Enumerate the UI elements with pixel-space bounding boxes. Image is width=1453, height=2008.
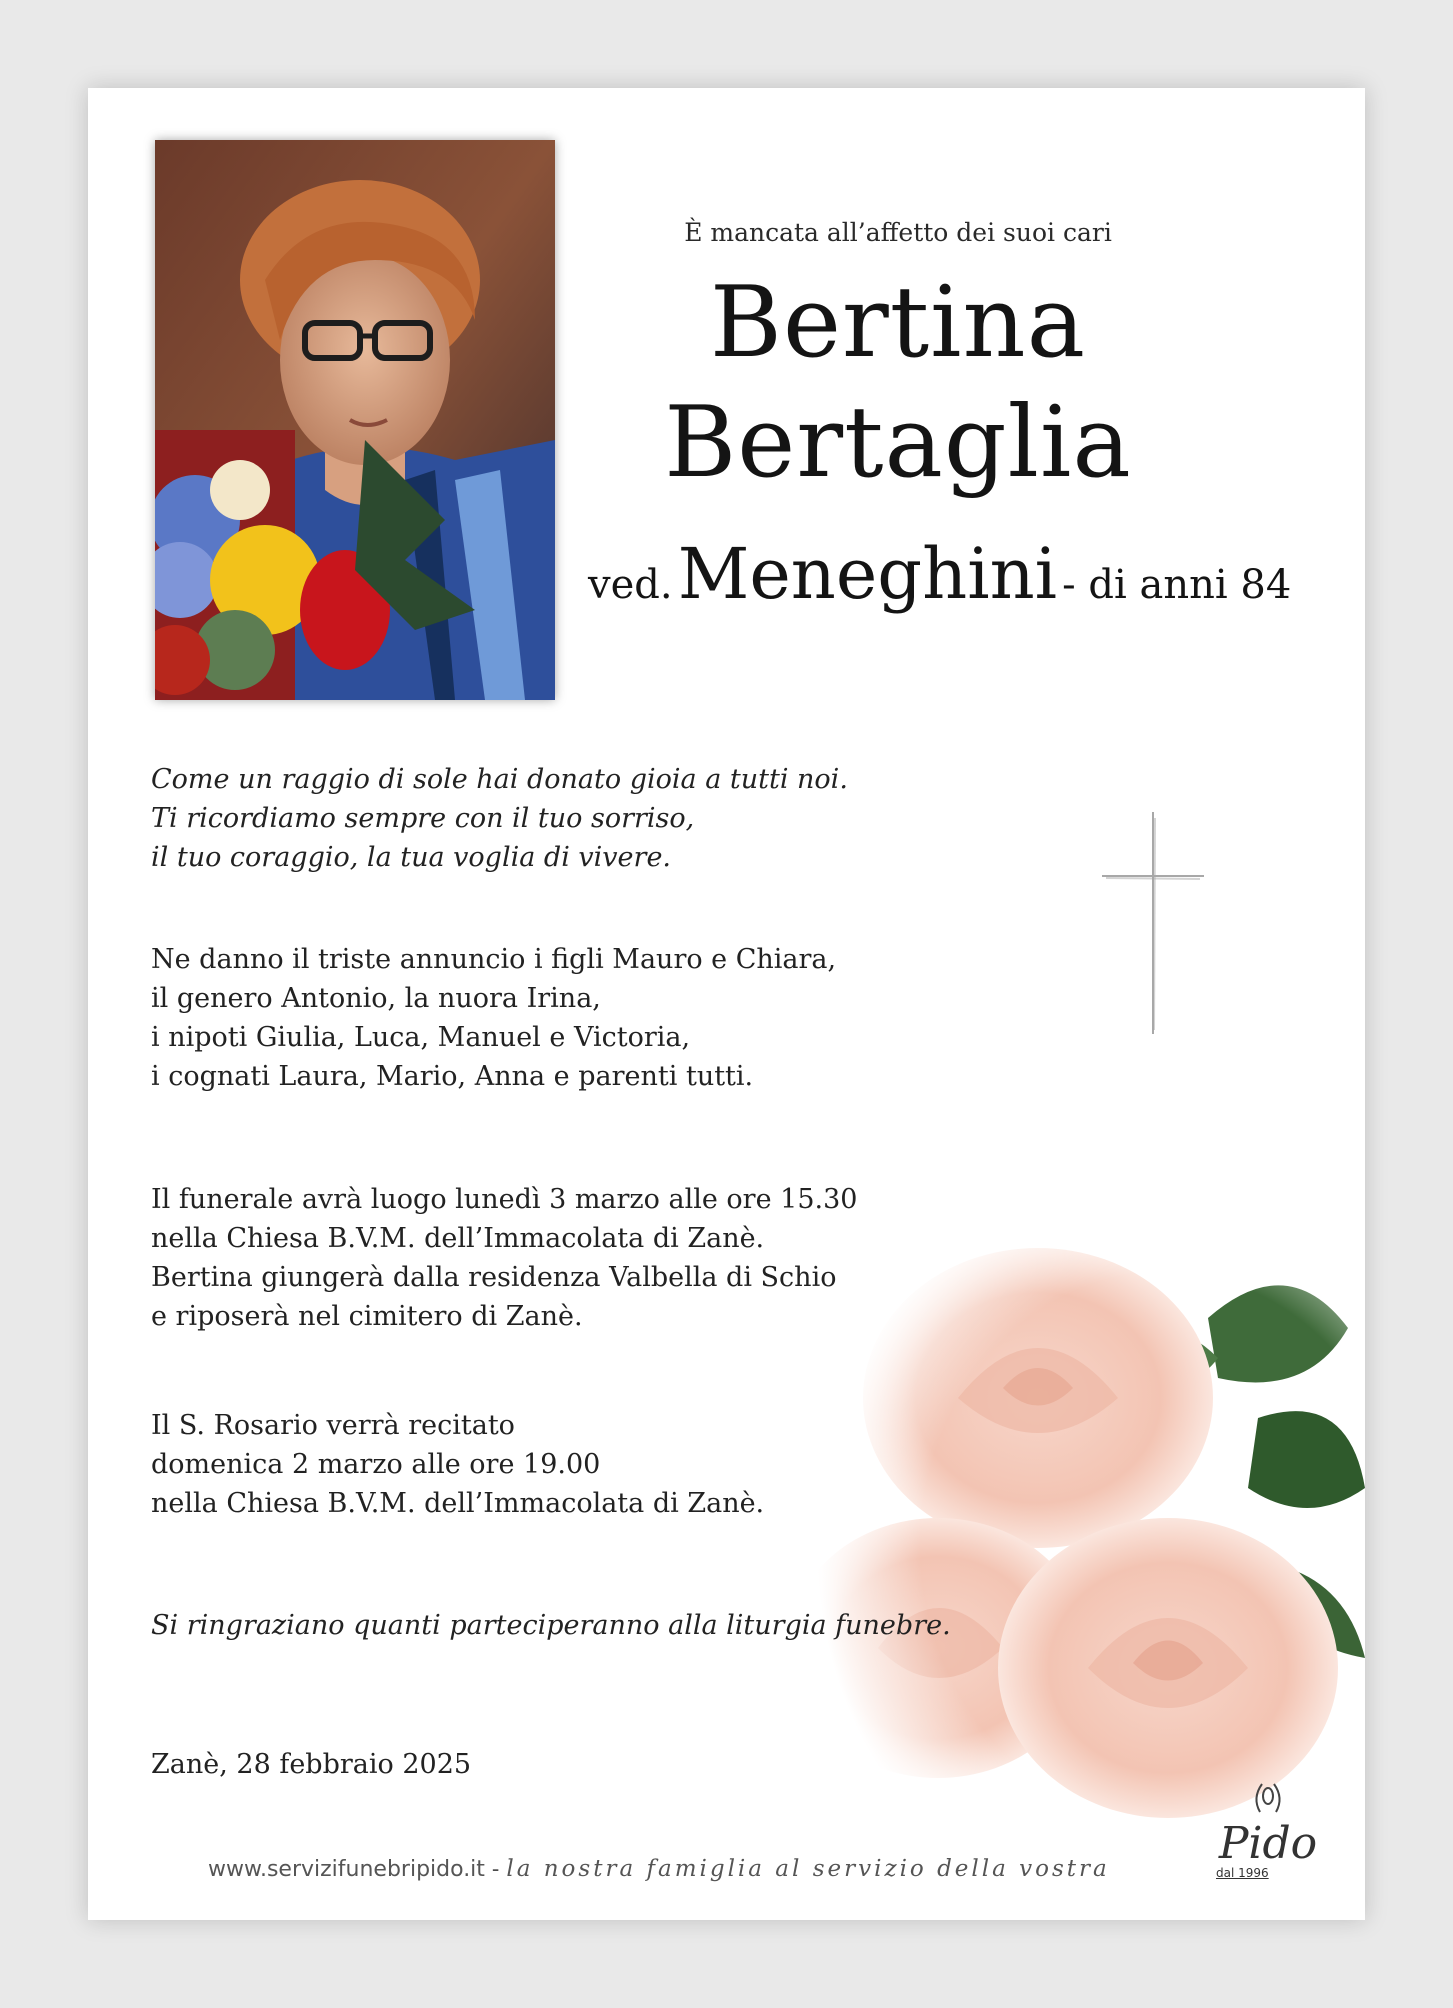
poem-line: Come un raggio di sole hai donato gioia a tutti noi. xyxy=(151,764,848,795)
rosary-line: nella Chiesa B.V.M. dell’Immacolata di Zanè. xyxy=(151,1488,765,1519)
announcement-line: Ne danno il triste annuncio i figli Mauro e Chiara, xyxy=(151,944,837,975)
funeral-line: nella Chiesa B.V.M. dell’Immacolata di Zanè. xyxy=(151,1223,765,1254)
married-name: Meneghini xyxy=(677,533,1058,615)
portrait-image xyxy=(155,140,555,700)
poem-line: il tuo coraggio, la tua voglia di vivere. xyxy=(151,842,672,873)
funeral-line: Il funerale avrà luogo lunedì 3 marzo alle ore 15.30 xyxy=(151,1184,858,1215)
obituary-sheet xyxy=(88,88,1365,1920)
rosary-line: Il S. Rosario verrà recitato xyxy=(151,1410,515,1441)
announcement-line: i cognati Laura, Mario, Anna e parenti tutti. xyxy=(151,1061,754,1092)
intro-text: È mancata all’affetto dei suoi cari xyxy=(684,218,1112,247)
funeral-line: e riposerà nel cimitero di Zanè. xyxy=(151,1301,583,1332)
deceased-name xyxy=(608,263,1188,503)
married-name-line xyxy=(588,533,1292,615)
age-text: - di anni 84 xyxy=(1062,562,1292,608)
last-name: Bertaglia xyxy=(664,386,1132,500)
rosary-details xyxy=(151,1406,971,1523)
place-date: Zanè, 28 febbraio 2025 xyxy=(151,1749,472,1780)
thanks-text: Si ringraziano quanti parteciperanno alla liturgia funebre. xyxy=(151,1610,951,1641)
footer-motto: la nostra famiglia al servizio della vostra xyxy=(506,1856,1110,1882)
deceased-portrait xyxy=(155,140,555,700)
logo-since: dal 1996 xyxy=(1216,1866,1269,1880)
announcement-line: il genero Antonio, la nuora Irina, xyxy=(151,983,601,1014)
website-link[interactable]: www.servizifunebripido.it xyxy=(208,1857,485,1882)
wreath-icon xyxy=(1248,1778,1288,1818)
funeral-line: Bertina giungerà dalla residenza Valbella di Schio xyxy=(151,1262,837,1293)
footer xyxy=(208,1856,1208,1882)
logo-brand: Pido xyxy=(1218,1818,1318,1869)
funeral-details xyxy=(151,1180,971,1336)
poem-line: Ti ricordiamo sempre con il tuo sorriso, xyxy=(151,803,695,834)
widow-prefix: ved. xyxy=(588,562,673,608)
footer-separator: - xyxy=(484,1857,507,1882)
memorial-poem xyxy=(151,760,971,877)
rosary-line: domenica 2 marzo alle ore 19.00 xyxy=(151,1449,601,1480)
company-logo xyxy=(1208,1778,1328,1880)
announcement xyxy=(151,940,971,1096)
first-name: Bertina xyxy=(709,266,1087,380)
cross-icon xyxy=(1098,808,1208,1038)
announcement-line: i nipoti Giulia, Luca, Manuel e Victoria, xyxy=(151,1022,691,1053)
